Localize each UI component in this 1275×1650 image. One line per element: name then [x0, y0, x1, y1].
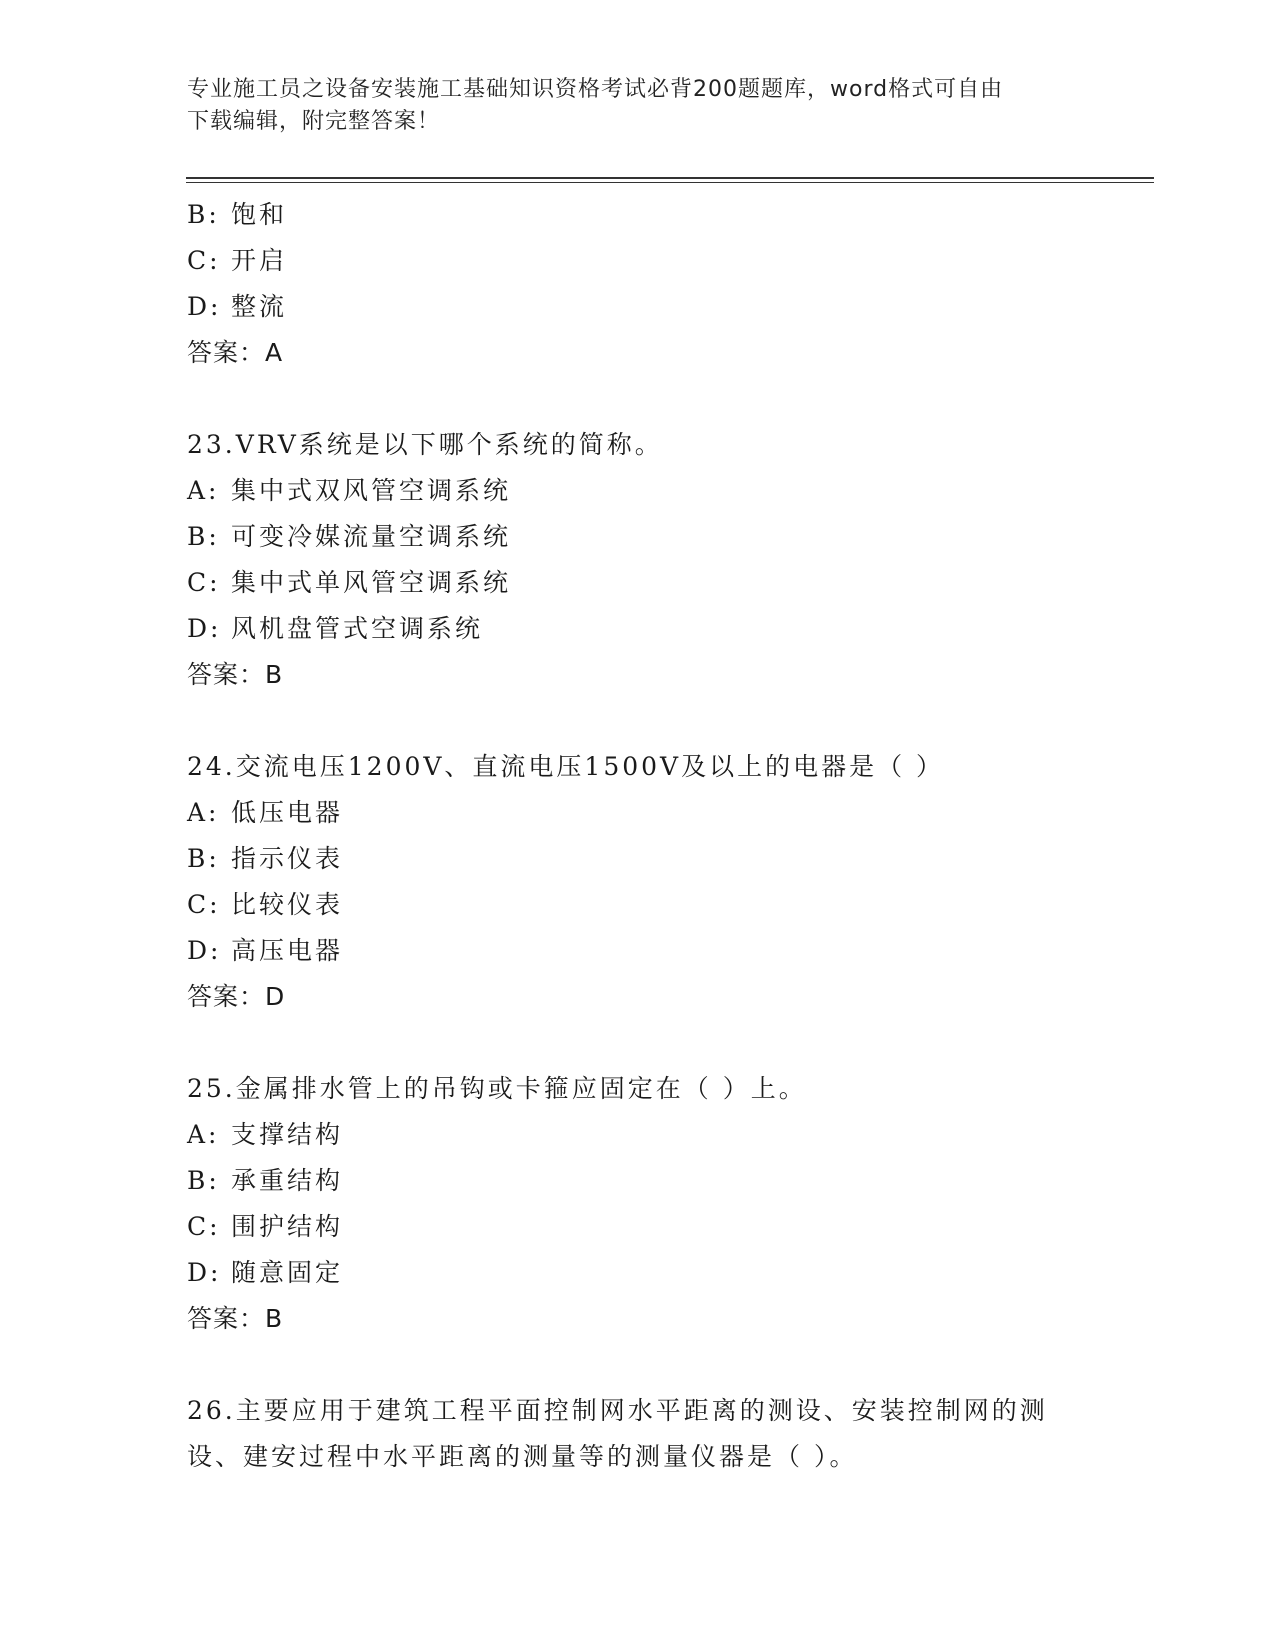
option-b: B: 饱和: [187, 200, 288, 229]
option-d: D: 风机盘管式空调系统: [187, 614, 484, 643]
option-a: A: 支撑结构: [187, 1120, 344, 1149]
option-a: A: 低压电器: [187, 798, 344, 827]
question-prev: [187, 192, 1087, 376]
question-stem: 25.金属排水管上的吊钩或卡箍应固定在（ ）上。: [187, 1074, 807, 1103]
question-list: [187, 192, 1087, 1480]
option-a: A: 集中式双风管空调系统: [187, 476, 512, 505]
option-b: B: 承重结构: [187, 1166, 344, 1195]
answer-line: 答案：D: [187, 982, 286, 1011]
option-c: C: 集中式单风管空调系统: [187, 568, 512, 597]
option-c: C: 围护结构: [187, 1212, 344, 1241]
question-23: [187, 422, 1087, 698]
option-b: B: 可变冷媒流量空调系统: [187, 522, 512, 551]
header-divider-thick: [186, 177, 1154, 179]
question-stem-line-2: 设、建安过程中水平距离的测量等的测量仪器是（ ）。: [187, 1442, 858, 1471]
header-line-2: 下载编辑，附完整答案！: [187, 109, 441, 134]
question-24: [187, 744, 1087, 1020]
answer-line: 答案：B: [187, 660, 284, 689]
option-c: C: 开启: [187, 246, 288, 275]
option-d: D: 高压电器: [187, 936, 344, 965]
answer-line: 答案：A: [187, 338, 284, 367]
document-header: [187, 74, 1067, 138]
header-line-1: 专业施工员之设备安装施工基础知识资格考试必背200题题库，word格式可自由: [187, 77, 1004, 102]
header-divider-thin: [186, 182, 1154, 183]
question-stem: 23.VRV系统是以下哪个系统的简称。: [187, 430, 663, 459]
option-b: B: 指示仪表: [187, 844, 344, 873]
answer-line: 答案：B: [187, 1304, 284, 1333]
question-stem-line-1: 26.主要应用于建筑工程平面控制网水平距离的测设、安装控制网的测: [187, 1396, 1048, 1425]
question-26: [187, 1388, 1087, 1480]
question-stem: 24.交流电压1200V、直流电压1500V及以上的电器是（ ）: [187, 752, 945, 781]
option-d: D: 随意固定: [187, 1258, 344, 1287]
option-c: C: 比较仪表: [187, 890, 344, 919]
question-25: [187, 1066, 1087, 1342]
option-d: D: 整流: [187, 292, 288, 321]
